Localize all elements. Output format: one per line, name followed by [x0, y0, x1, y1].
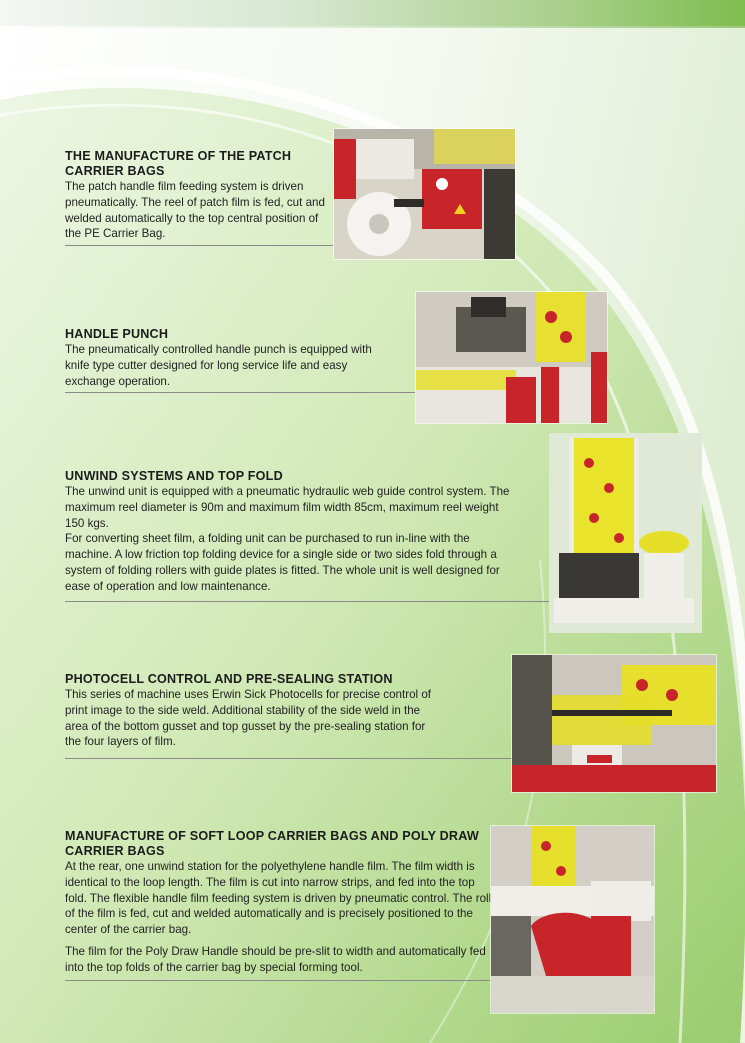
section-handle-punch: [65, 327, 385, 389]
section-divider: [65, 245, 333, 246]
header-band-line: [0, 26, 745, 28]
section-text: At the rear, one unwind station for the polyethylene handle film. The film width is identical to the loop length. The film is cut into narrow strips, and fed into the top fold. The flexible handle film feeding system is driven by pneumatic control. The roll of the film is fed, cut and welded automatically and is precisely positioned to the center of the carrier bag.: [65, 860, 492, 937]
section-divider: [65, 392, 415, 393]
section-text: For converting sheet film, a folding unit can be purchased to run in-line with the machine. A low friction top folding device for a single side or two sides fold through a system of folding rollers with guide plates is fitted. The whole unit is well designed for ease of operation and low maintenance.: [65, 532, 500, 593]
section-title: PHOTOCELL CONTROL AND PRE-SEALING STATION: [65, 672, 393, 686]
section-title: HANDLE PUNCH: [65, 327, 169, 341]
section-divider: [65, 758, 512, 759]
section-title: UNWIND SYSTEMS AND TOP FOLD: [65, 469, 283, 483]
photocell-station-machine-photo: [511, 654, 717, 793]
soft-loop-machine-photo: [490, 825, 655, 1014]
section-unwind-systems: [65, 469, 515, 595]
section-text: The pneumatically controlled handle punch is equipped with knife type cutter designed for long service life and easy exchange operation.: [65, 343, 372, 388]
section-photocell-control: [65, 672, 435, 750]
section-text: The patch handle film feeding system is driven pneumatically. The reel of patch film is fed, cut and welded automatically to the top central position of the PE Carrier Bag.: [65, 180, 325, 241]
unwind-system-machine-photo: [549, 433, 702, 633]
section-text: This series of machine uses Erwin Sick Photocells for precise control of print image to the side weld. Additional stability of the side weld in the area of the bottom gusset and top gusset by the pre-sealing station for the four layers of film.: [65, 688, 431, 749]
handle-punch-machine-photo: [415, 291, 608, 424]
section-title: THE MANUFACTURE OF THE PATCH CARRIER BAGS: [65, 149, 292, 178]
section-soft-loop-carrier-bags: [65, 829, 495, 976]
section-text: The unwind unit is equipped with a pneumatic hydraulic web guide control system. The maximum reel diameter is 90m and maximum film width 85cm, maximum reel weight 150 kgs.: [65, 485, 510, 530]
section-divider: [65, 980, 490, 981]
header-band: [0, 0, 745, 26]
section-patch-carrier-bags: [65, 149, 335, 242]
patch-handle-machine-photo: [333, 128, 516, 260]
section-text: The film for the Poly Draw Handle should be pre-slit to width and automatically fed into the top folds of the carrier bag by special forming tool.: [65, 944, 486, 974]
section-divider: [65, 601, 550, 602]
section-title: MANUFACTURE OF SOFT LOOP CARRIER BAGS AND POLY DRAW CARRIER BAGS: [65, 829, 479, 858]
